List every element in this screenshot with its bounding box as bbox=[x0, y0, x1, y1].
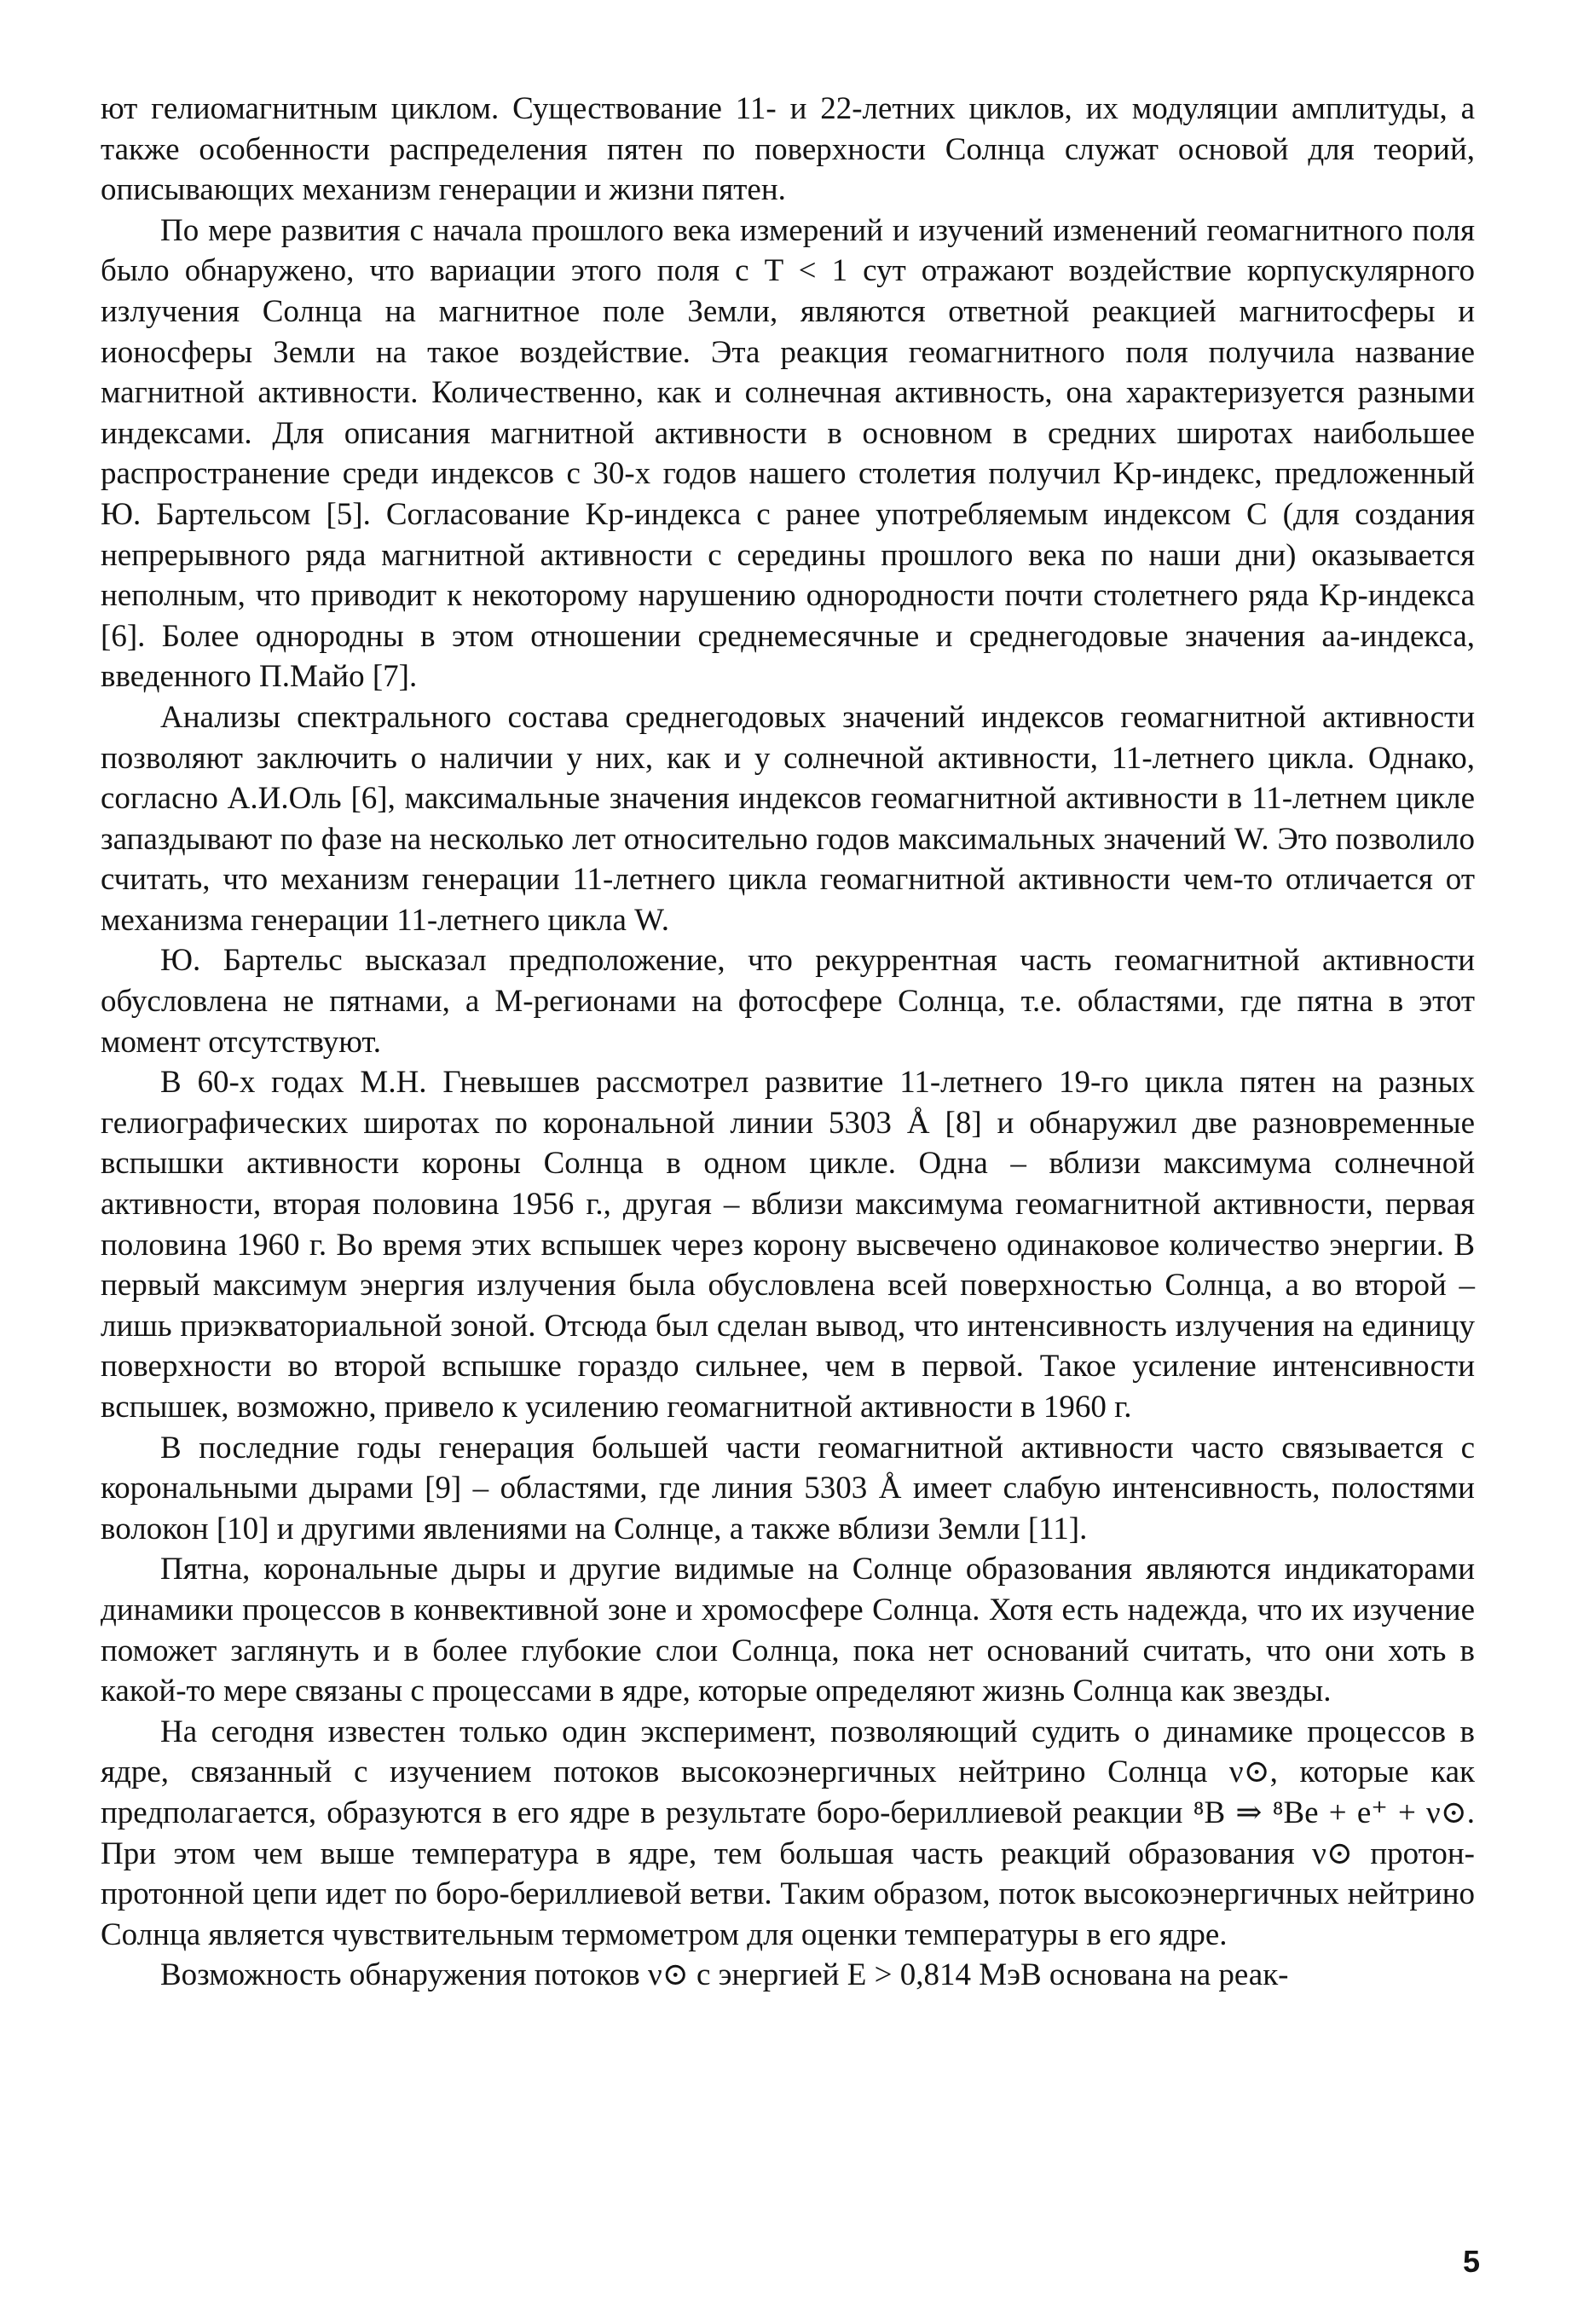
paragraph-4: Ю. Бартельс высказал предположение, что рекуррентная часть геомагнитной активности обусловлена не пятнами, а M-регионами на фотосфере Солнца, т.е. областями, где пятна в этот момент отсутствуют. bbox=[101, 943, 1475, 1060]
paragraph-3: Анализы спектрального состава среднегодовых значений индексов геомагнитной активности позволяют заключить о наличии у них, как и у солнечной активности, 11-летнего цикла. Однако, согласно А.И.Оль [6], максимальные значения индексов геомагнитной активности в 11-летнем цикле запаздывают по фазе на несколько лет относительно годов максимальных значений W. Это позволило считать, что механизм генерации 11-летнего цикла геомагнитной активности чем-то отличается от механизма генерации 11-летнего цикла W. bbox=[101, 699, 1475, 938]
paragraph-6: В последние годы генерация большей части геомагнитной активности часто связывается с корональными дырами [9] – областями, где линия 5303 Å имеет слабую интенсивность, полостями волокон [10] и другими явлениями на Солнце, а также вблизи Земли [11]. bbox=[101, 1430, 1475, 1546]
paragraph-5: В 60-х годах М.Н. Гневышев рассмотрел развитие 11-летнего 19-го цикла пятен на разных гелиографических широтах по корональной линии 5303 Å [8] и обнаружил две разновременные вспышки активности короны Солнца в одном цикле. Одна – вблизи максимума солнечной активности, вторая половина 1956 г., другая – вблизи максимума геомагнитной активности, первая половина 1960 г. Во время этих вспышек через корону высвечено одинаковое количество энергии. В первый максимум энергия излучения была обусловлена всей поверхностью Солнца, а во второй – лишь приэкваториальной зоной. Отсюда был сделан вывод, что интенсивность излучения на единицу поверхности во второй вспышке гораздо сильнее, чем в первой. Такое усиление интенсивности вспышек, возможно, привело к усилению геомагнитной активности в 1960 г. bbox=[101, 1065, 1475, 1425]
paragraph-7: Пятна, корональные дыры и другие видимые на Солнце образования являются индикаторами динамики процессов в конвективной зоне и хромосфере Солнца. Хотя есть надежда, что их изучение поможет заглянуть и в более глубокие слои Солнца, пока нет оснований считать, что они хоть в какой-то мере связаны с процессами в ядре, которые определяют жизнь Солнца как звезды. bbox=[101, 1552, 1475, 1709]
paragraph-1: ют гелиомагнитным циклом. Существование 11- и 22-летних циклов, их модуляции амплитуды, а также особенности распределения пятен по поверхности Солнца служат основой для теорий, описывающих механизм генерации и жизни пятен. bbox=[101, 91, 1475, 208]
page-number: 5 bbox=[1462, 2244, 1480, 2279]
page-body bbox=[101, 89, 1475, 1996]
paragraph-2: По мере развития с начала прошлого века измерений и изучений изменений геомагнитного поля было обнаружено, что вариации этого поля с T < 1 сут отражают воздействие корпускулярного излучения Солнца на магнитное поле Земли, являются ответной реакцией магнитосферы и ионосферы Земли на такое воздействие. Эта реакция геомагнитного поля получила название магнитной активности. Количественно, как и солнечная активность, она характеризуется разными индексами. Для описания магнитной активности в основном в средних широтах наибольшее распространение среди индексов с 30-х годов нашего столетия получил Kp-индекс, предложенный Ю. Бартельсом [5]. Согласование Kp-индекса с ранее употребляемым индексом C (для создания непрерывного ряда магнитной активности с середины прошлого века по наши дни) оказывается неполным, что приводит к некоторому нарушению однородности почти столетнего ряда Kp-индекса [6]. Более однородны в этом отношении среднемесячные и среднегодовые значения aa-индекса, введенного П.Майо [7]. bbox=[101, 212, 1475, 695]
paragraph-9: Возможность обнаружения потоков ν⊙ с энергией E > 0,814 МэВ основана на реак- bbox=[160, 1957, 1289, 1993]
paragraph-8: На сегодня известен только один эксперимент, позволяющий судить о динамике процессов в ядре, связанный с изучением потоков высокоэнергичных нейтрино Солнца ν⊙, которые как предполагается, образуются в его ядре в результате боро-бериллиевой реакции ⁸B ⇒ ⁸Be + e⁺ + ν⊙. При этом чем выше температура в ядре, тем большая часть реакций образования ν⊙ протон-протонной цепи идет по боро-бериллиевой ветви. Таким образом, поток высокоэнергичных нейтрино Солнца является чувствительным термометром для оценки температуры в его ядре. bbox=[101, 1714, 1475, 1952]
